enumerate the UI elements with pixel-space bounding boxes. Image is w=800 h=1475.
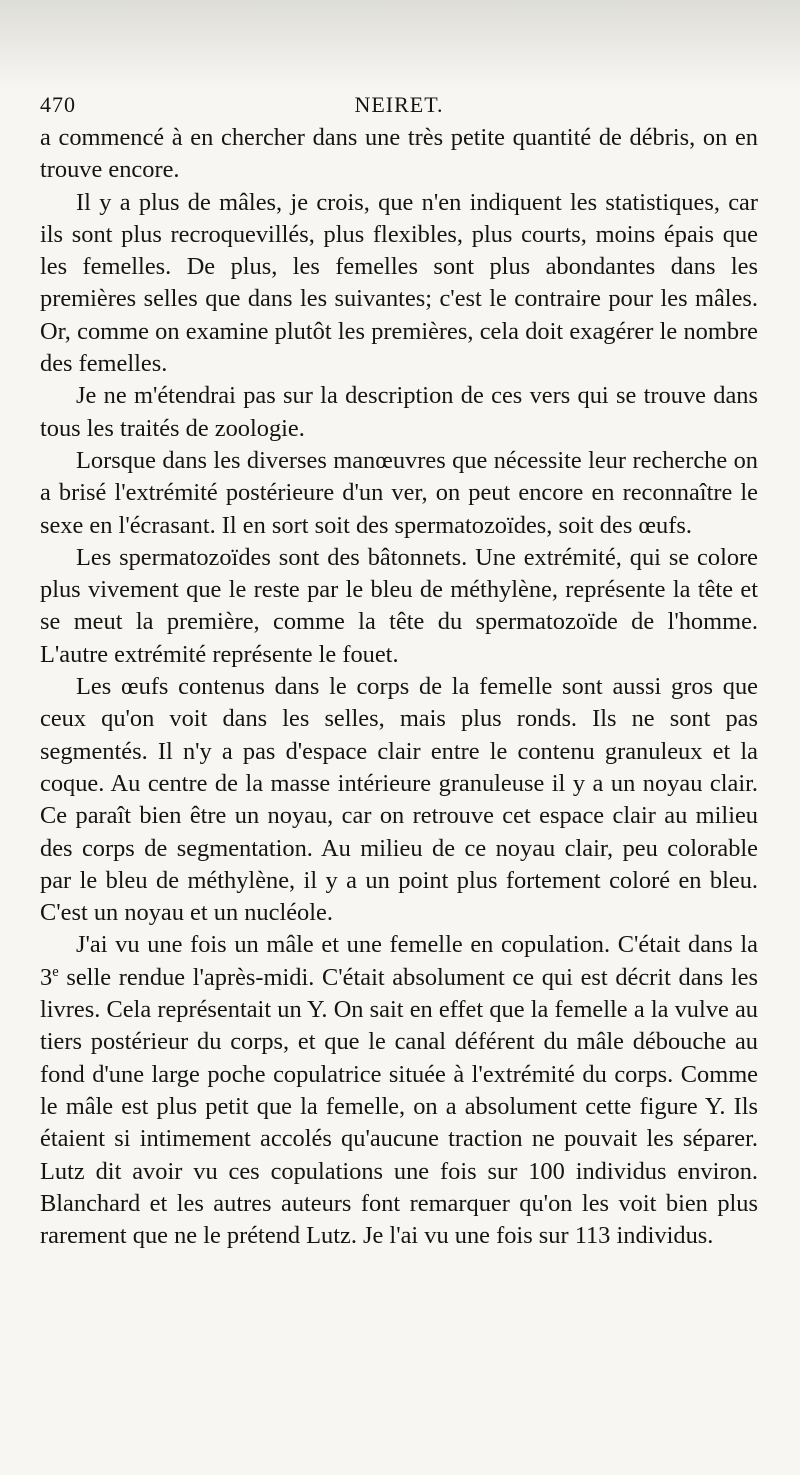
paragraph-spermatozoa: Les spermatozoïdes sont des bâtonnets. Une extrémité, qui se colore plus vivement que le reste par le bleu de méthylène, représente la tête et se meut la première, comme la tête du spermatozoïde de l'homme. L'autre extrémité représente le fouet. — [40, 543, 758, 668]
scan-shadow — [0, 0, 800, 90]
paragraph-description: Je ne m'étendrai pas sur la description de ces vers qui se trouve dans tous les traités de zoologie. — [40, 382, 758, 442]
page — [40, 88, 758, 1252]
paragraph-sex-recognition: Lorsque dans les diverses manœuvres que nécessite leur recherche on a brisé l'extrémité postérieure d'un ver, on peut encore en reconnaître le sexe en l'écrasant. Il en sort soit des spermatozoïdes, soit des œufs. — [40, 446, 758, 539]
running-head — [40, 88, 758, 122]
running-title: NEIRET. — [354, 92, 444, 117]
ordinal-superscript: e — [52, 963, 59, 980]
paragraph-copulation — [40, 929, 758, 1252]
paragraph-continuation: a commencé à en chercher dans une très petite quantité de débris, on en trouve encore. — [40, 124, 758, 184]
body-text — [40, 122, 758, 1252]
copulation-text-end: selle rendue l'après-midi. C'était absolument ce qui est décrit dans les livres. Cela représentait un Y. On sait en effet que la femelle a la vulve au tiers postérieur du corps, et que le canal déférent du mâle débouche au fond d'une large poche copulatrice située à l'extrémité du corps. Comme le mâle est plus petit que la femelle, on a absolument cette figure Y. Ils étaient si intimement accolés qu'aucune traction ne pouvait les séparer. Lutz dit avoir vu ces copulations une fois sur 100 individus environ. Blanchard et les autres auteurs font remarquer qu'on les voit bien plus rarement que ne le prétend Lutz. Je l'ai vu une fois sur 113 individus. — [40, 963, 758, 1250]
copulation-text-start: J'ai vu une fois un mâle et une femelle en copulation. C'était dans la 3 — [40, 931, 758, 991]
paragraph-males-count: Il y a plus de mâles, je crois, que n'en indiquent les statistiques, car ils sont plus recroquevillés, plus flexibles, plus courts, moins épais que les femelles. De plus, les femelles sont plus abondantes dans les premières selles que dans les suivantes; c'est le contraire pour les mâles. Or, comme on examine plutôt les premières, cela doit exagérer le nombre des femelles. — [40, 188, 758, 378]
paragraph-eggs: Les œufs contenus dans le corps de la femelle sont aussi gros que ceux qu'on voit dans les selles, mais plus ronds. Ils ne sont pas segmentés. Il n'y a pas d'espace clair entre le contenu granuleux et la coque. Au centre de la masse intérieure granuleuse il y a un noyau clair. Ce paraît bien être un noyau, car on retrouve cet espace clair au milieu des corps de segmentation. Au milieu de ce noyau clair, peu colorable par le bleu de méthylène, il y a un point plus fortement coloré en bleu. C'est un noyau et un nucléole. — [40, 673, 758, 927]
page-number: 470 — [40, 92, 76, 117]
